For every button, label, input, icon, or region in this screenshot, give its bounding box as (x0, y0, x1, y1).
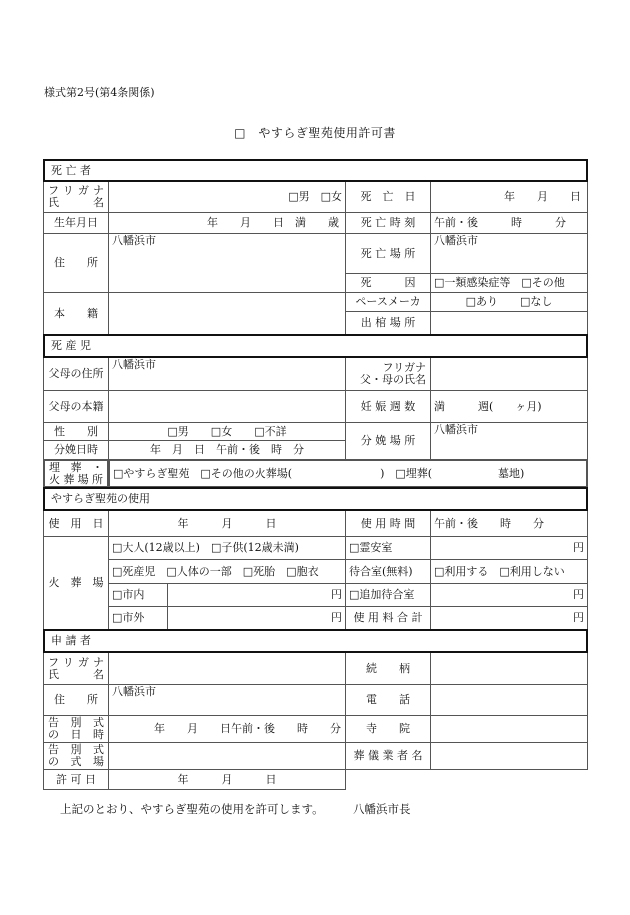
usage-time-label: 使 用 時 間 (345, 510, 431, 537)
coffin-place-label: 出 棺 場 所 (345, 311, 431, 335)
remains-type-options[interactable]: □死産児 □人体の一部 □死胎 □胞衣 (108, 559, 346, 584)
permit-date-field[interactable]: 年 月 日 (108, 769, 346, 790)
section-applicant: 申 請 者 (43, 629, 588, 653)
city-out-option[interactable]: □市外 (108, 606, 168, 630)
usage-date-label: 使 用 日 (43, 510, 109, 537)
city-in-option[interactable]: □市内 (108, 583, 168, 607)
deceased-name-label: フリガナ 氏 名 (43, 181, 109, 213)
parent-name-label: フリガナ 父・母の氏名 (345, 357, 431, 391)
deceased-address-field[interactable]: 八幡浜市 (108, 233, 346, 293)
ceremony-datetime-label: 告 別 式 の 日 時 (43, 715, 109, 743)
waiting-room-label: 待合室(無料) (345, 559, 431, 584)
parent-address-label: 父母の住所 (43, 357, 109, 391)
deceased-gender-options[interactable]: □男 □女 (288, 190, 342, 203)
phone-label: 電 話 (345, 684, 431, 716)
relation-field[interactable] (430, 652, 588, 685)
parent-honseki-label: 父母の本籍 (43, 390, 109, 423)
cause-label: 死 因 (345, 273, 431, 293)
applicant-address-label: 住 所 (43, 684, 109, 716)
applicant-name-label: フリガナ 氏 名 (43, 652, 109, 685)
ceremony-datetime-field[interactable]: 年 月 日午前・後 時 分 (108, 715, 346, 743)
permit-statement: 上記のとおり、やすらぎ聖苑の使用を許可します。 (60, 802, 324, 816)
temple-label: 寺 院 (345, 715, 431, 743)
phone-field[interactable] (430, 684, 588, 716)
parent-address-field[interactable]: 八幡浜市 (108, 357, 346, 391)
form-reference: 様式第2号(第4条関係) (44, 86, 155, 99)
section-usage: やすらぎ聖苑の使用 (43, 487, 588, 511)
ceremony-place-field[interactable] (108, 742, 346, 770)
death-date-field[interactable]: 年 月 日 (430, 181, 588, 213)
age-category-options[interactable]: □大人(12歳以上) □子供(12歳未満) (108, 536, 346, 560)
death-place-label: 死 亡 場 所 (345, 233, 431, 274)
death-place-field[interactable]: 八幡浜市 (430, 233, 588, 274)
funeral-company-field[interactable] (430, 742, 588, 770)
section-stillborn: 死 産 児 (43, 334, 588, 358)
death-date-label: 死 亡 日 (345, 181, 431, 213)
city-out-fee[interactable]: 円 (167, 606, 346, 630)
burial-place-label: 埋葬・ 火葬場所 (43, 459, 109, 488)
honseki-label: 本 籍 (43, 292, 109, 335)
pacemaker-options[interactable]: □あり □なし (430, 292, 588, 312)
section-deceased: 死 亡 者 (43, 159, 588, 182)
ceremony-place-label: 告 別 式 の 式 場 (43, 742, 109, 770)
delivery-datetime-field[interactable]: 年 月 日 午前・後 時 分 (108, 440, 346, 460)
birth-date-label: 生年月日 (43, 212, 109, 234)
crematory-label: 火 葬 場 (43, 536, 109, 630)
pacemaker-label: ペースメーカ (345, 292, 431, 312)
permit-date-label: 許 可 日 (43, 769, 109, 790)
total-fee-label: 使 用 料 合 計 (345, 606, 431, 630)
usage-time-field[interactable]: 午前・後 時 分 (430, 510, 588, 537)
waiting-room-options[interactable]: □利用する □利用しない (430, 559, 588, 584)
sex-label: 性 別 (43, 422, 109, 441)
deceased-name-field[interactable] (108, 181, 346, 213)
cause-options[interactable]: □一類感染症等 □その他 (430, 273, 588, 293)
applicant-address-field[interactable]: 八幡浜市 (108, 684, 346, 716)
applicant-name-field[interactable] (108, 652, 346, 685)
parent-name-field[interactable] (430, 357, 588, 391)
total-fee-field[interactable]: 円 (430, 606, 588, 630)
death-time-field[interactable]: 午前・後 時 分 (430, 212, 588, 234)
signer: 八幡浜市長 (353, 802, 411, 816)
deceased-address-label: 住 所 (43, 233, 109, 293)
parent-honseki-field[interactable] (108, 390, 346, 423)
form-title: □ やすらぎ聖苑使用許可書 (234, 126, 396, 140)
extra-waiting-room-option[interactable]: □追加待合室 (345, 583, 431, 607)
extra-waiting-room-fee[interactable]: 円 (430, 583, 588, 607)
usage-date-field[interactable]: 年 月 日 (108, 510, 346, 537)
coffin-place-field[interactable] (430, 311, 588, 335)
delivery-place-label: 分 娩 場 所 (345, 422, 431, 460)
burial-place-options[interactable]: □やすらぎ聖苑 □その他の火葬場( ) □埋葬( 墓地) (108, 459, 588, 488)
pregnancy-weeks-label: 妊 娠 週 数 (345, 390, 431, 423)
permit-form (43, 159, 587, 789)
death-time-label: 死 亡 時 刻 (345, 212, 431, 234)
birth-date-field[interactable]: 年 月 日 満 歳 (108, 212, 346, 234)
pregnancy-weeks-field[interactable]: 満 週( ヶ月) (430, 390, 588, 423)
temple-field[interactable] (430, 715, 588, 743)
delivery-datetime-label: 分娩日時 (43, 440, 109, 460)
city-in-fee[interactable]: 円 (167, 583, 346, 607)
honseki-field[interactable] (108, 292, 346, 335)
sex-options[interactable]: □男 □女 □不詳 (108, 422, 346, 441)
funeral-company-label: 葬 儀 業 者 名 (345, 742, 431, 770)
relation-label: 続 柄 (345, 652, 431, 685)
reian-room-fee[interactable]: 円 (430, 536, 588, 560)
delivery-place-field[interactable]: 八幡浜市 (430, 422, 588, 460)
reian-room-option[interactable]: □霊安室 (345, 536, 431, 560)
